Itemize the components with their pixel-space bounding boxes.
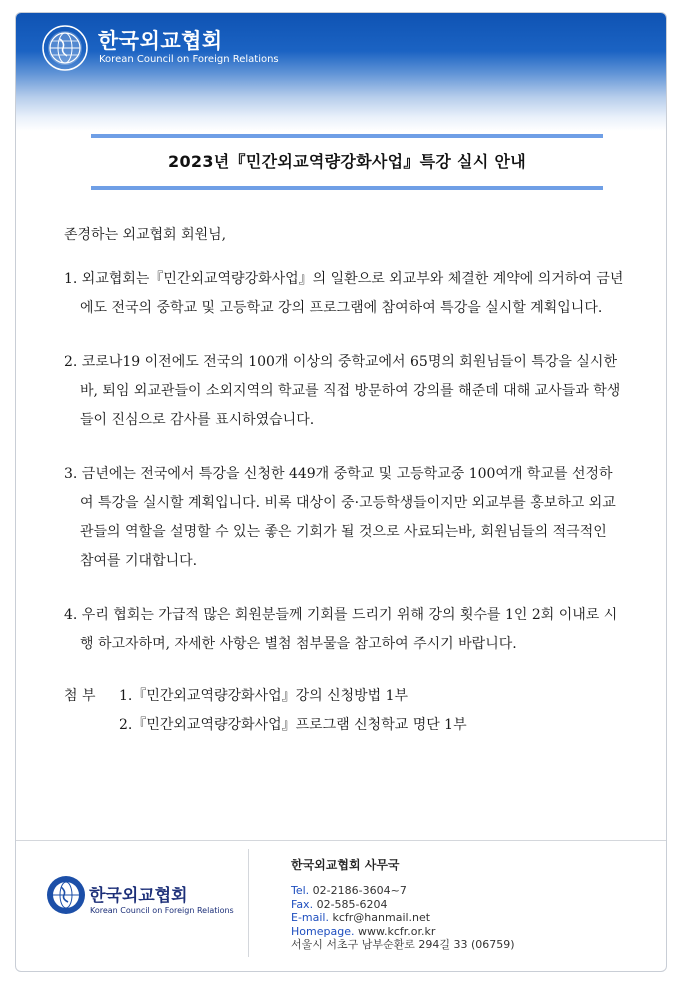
org-name-english: Korean Council on Foreign Relations xyxy=(99,54,279,65)
address-line: 서울시 서초구 남부순환로 294길 33 (06759) xyxy=(291,938,515,951)
letter-page xyxy=(15,12,667,972)
attachments-label: 첨 부 xyxy=(64,688,96,704)
fax-label: Fax. xyxy=(291,897,314,911)
letterhead xyxy=(16,13,666,131)
homepage-value[interactable]: www.kcfr.or.kr xyxy=(357,924,436,938)
letter-body xyxy=(64,221,624,740)
attachment-item-1: 1.『민간외교역량강화사업』강의 신청방법 1부 xyxy=(119,688,409,704)
paragraph-3: 3. 금년에는 전국에서 특강을 신청한 449개 중학교 및 고등학교중 100여개 학교를 선정하여 특강을 실시할 계획입니다. 비록 대상이 중·고등학생들이지만 외교부를 홍보하고 외교관들의 역할을 설명할 수 있는 좋은 기회가 될 것으로 사료되는바, 회원님들의 적극적인 참여를 기대합니다. xyxy=(64,466,616,569)
paragraph-4: 4. 우리 협회는 가급적 많은 회원분들께 기회를 드리기 위해 강의 횟수를 1인 2회 이내로 시행 하고자하며, 자세한 사항은 별첨 첨부물을 참고하여 주시기 바랍니다. xyxy=(64,607,618,652)
org-name-korean: 한국외교협회 xyxy=(98,29,223,53)
footer-org-name-english: Korean Council on Foreign Relations xyxy=(90,906,234,915)
footer-divider xyxy=(16,840,666,841)
email-value[interactable]: kcfr@hanmail.net xyxy=(332,911,431,924)
homepage-label: Homepage. xyxy=(291,924,355,938)
office-name: 한국외교협회 사무국 xyxy=(291,858,400,872)
footer-vertical-divider xyxy=(248,849,249,957)
tel-value: 02-2186-3604~7 xyxy=(312,884,407,897)
fax-value: 02-585-6204 xyxy=(316,897,388,911)
fax-line xyxy=(291,898,515,912)
homepage-line xyxy=(291,925,515,939)
paragraph-2: 2. 코로나19 이전에도 전국의 100개 이상의 중학교에서 65명의 회원님들이 특강을 실시한바, 퇴임 외교관들이 소외지역의 학교를 직접 방문하여 강의를 해준데 대해 교사들과 학생들이 진심으로 감사를 표시하였습니다. xyxy=(64,354,621,428)
globe-emblem-icon xyxy=(42,25,88,71)
email-line xyxy=(291,911,515,925)
title-banner xyxy=(91,134,603,190)
contact-info xyxy=(291,884,515,952)
page-title: 2023년『민간외교역량강화사업』특강 실시 안내 xyxy=(168,152,526,171)
attachment-item-2: 2.『민간외교역량강화사업』프로그램 신청학교 명단 1부 xyxy=(119,717,467,733)
email-label: E-mail. xyxy=(291,911,329,924)
globe-emblem-icon xyxy=(46,875,86,915)
footer-org-name-korean: 한국외교협회 xyxy=(89,886,188,906)
paragraph-1: 1. 외교협회는『민간외교역량강화사업』의 일환으로 외교부와 체결한 계약에 의거하여 금년에도 전국의 중학교 및 고등학교 강의 프로그램에 참여하여 특강을 실시할 계획입니다. xyxy=(64,271,624,316)
attachments xyxy=(64,682,624,740)
salutation: 존경하는 외교협회 회원님, xyxy=(64,227,227,243)
tel-line xyxy=(291,884,515,898)
tel-label: Tel. xyxy=(291,884,310,897)
